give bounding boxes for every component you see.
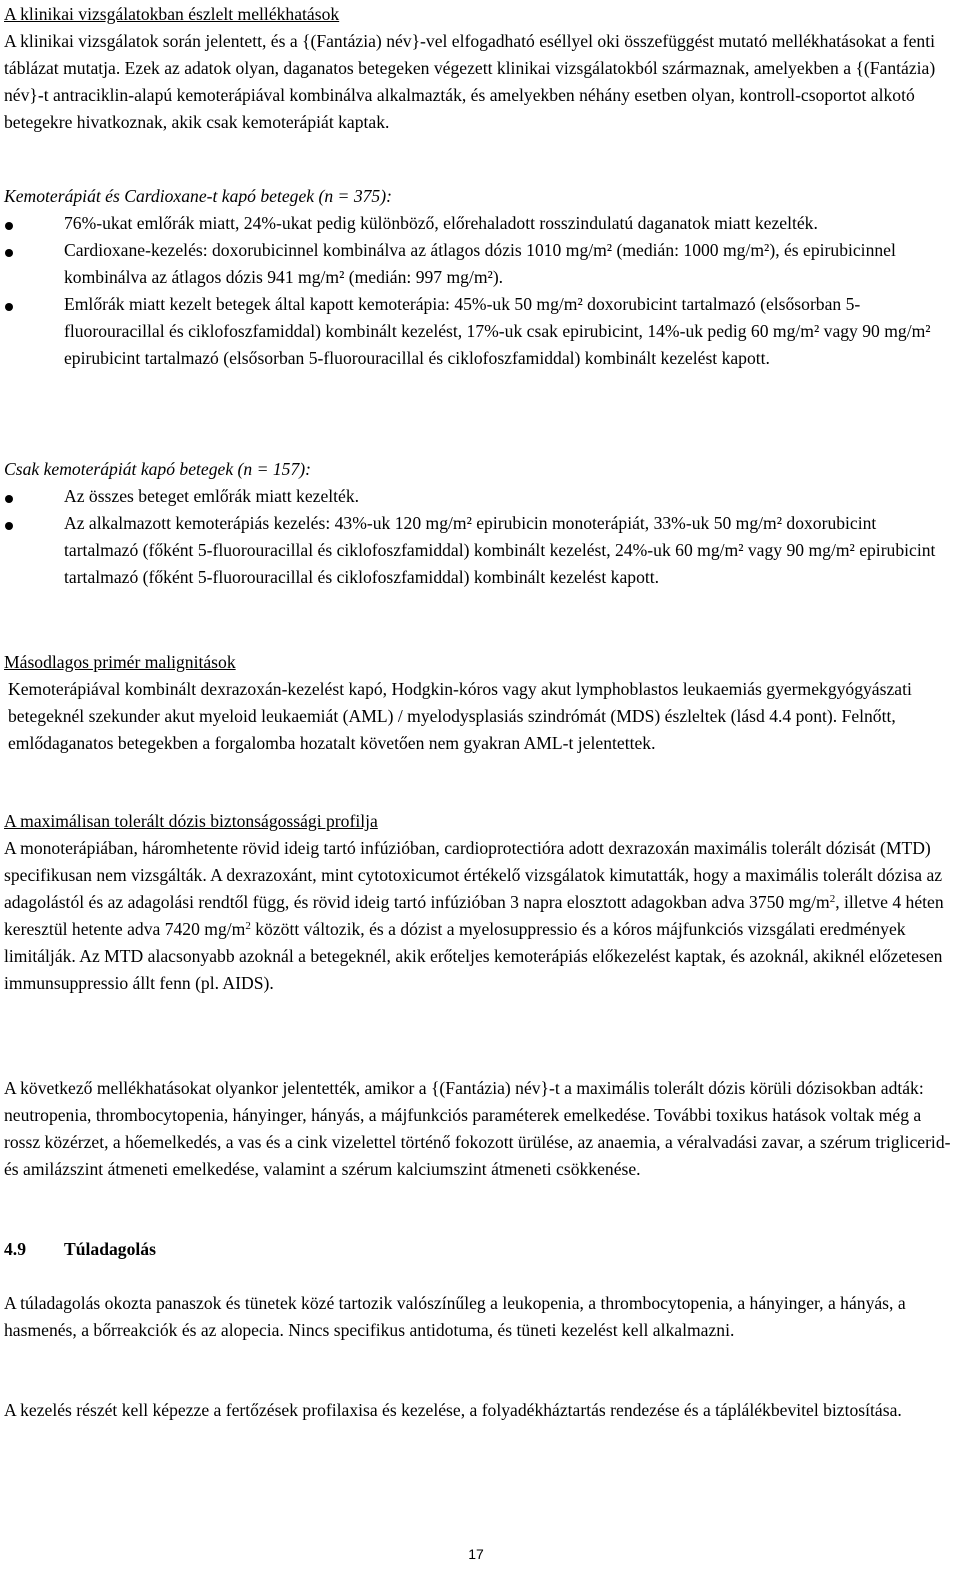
section-number: 4.9 — [4, 1239, 26, 1259]
page-number: 17 — [468, 1546, 484, 1562]
section-mtd-safety-profile — [4, 808, 954, 997]
group-chemo-only — [4, 456, 954, 591]
section-body: A klinikai vizsgálatok során jelentett, és a {(Fantázia) név}-vel elfogadható eséllyel oki összefüggést mutató mellékhatásokat a fenti táblázat mutatja. Ezek az adatok olyan, daganatos betegeken végezett klinikai vizsgálatokból származnak, amelyekben a {(Fantázia) név}-t antraciklin-alapú kemoterápiával kombinálva alkalmazták, és amelyekben néhány esetben olyan, kontroll-csoportot alkotó betegekre hivatkoznak, akik csak kemoterápiát kaptak. — [4, 31, 936, 132]
section-body: Kemoterápiával kombinált dexrazoxán-kezelést kapó, Hodgkin-kóros vagy akut lymphoblastos leukaemiás gyermekgyógyászati betegeknél szekunder akut myeloid leukaemiát (AML) / myelodysplasiás szindrómát (MDS) észleltek (lásd 4.4 pont). Felnőtt, emlődaganatos betegekben a forgalomba hozatalt követően nem gyakran AML-t jelentettek. — [8, 679, 912, 753]
group-heading: Csak kemoterápiát kapó betegek (n = 157): — [4, 459, 311, 479]
section-secondary-malignancies — [4, 649, 954, 757]
bullet-icon — [5, 222, 13, 230]
paragraph-overdose-management: A kezelés részét kell képezze a fertőzések profilaxisa és kezelése, a folyadékháztartás rendezése és a táplálékbevitel biztosítása. — [4, 1400, 902, 1420]
bullet-icon — [5, 303, 13, 311]
paragraph-mtd-adverse-effects: A következő mellékhatásokat olyankor jelentették, amikor a {(Fantázia) név}-t a maximális tolerált dózis körüli dózisokban adták: neutropenia, thrombocytopenia, hányinger, hányás, a májfunkciós paraméterek emelkedése. További toxikus hatások voltak még a rossz közérzet, a hőemelkedés, a vas és a cink vizelettel történő fokozott ürülése, az anaemia, a véralvadási zavar, a szérum triglicerid- és amilázszint átmeneti emelkedése, valamint a szérum kalciumszint átmeneti csökkenése. — [4, 1078, 951, 1179]
list-item: Cardioxane-kezelés: doxorubicinnel kombinálva az átlagos dózis 1010 mg/m² (medián: 1000 mg/m²), és epirubicinnel kombinálva az átlagos dózis 941 mg/m² (medián: 997 mg/m²). — [4, 237, 954, 291]
section-clinical-adverse-effects — [4, 1, 954, 136]
list-item: Az összes beteget emlőrák miatt kezelték. — [4, 483, 954, 510]
section-body: A monoterápiában, háromhetente rövid ideig tartó infúzióban, cardioprotectióra adott dexrazoxán maximális tolerált dózisát (MTD) specifikusan nem vizsgálták. A dexrazoxánt, mint cytotoxicumot értékelő vizsgálatok kimutatták, hogy a maximális tolerált dózisa az adagolástól és az adagolási rendtől függ, és rövid ideig tartó infúzióban 3 napra elosztott adagokban adva 3750 $mg/m^2$, illetve 4 héten keresztül hetente adva 7420 $mg/m^2$ között változik, és a dózist a myelosuppressio és a kóros májfunkciós vizsgálati eredmények limitálják. Az MTD alacsonyabb azoknál a betegeknél, akik erőteljes kemoterápiás előkezelést kaptak, és azoknál, akiknél előzetesen immunsuppressio állt fenn (pl. AIDS). — [4, 838, 944, 993]
section-heading-overdose — [4, 1236, 156, 1263]
list-item: Az alkalmazott kemoterápiás kezelés: 43%-uk 120 mg/m² epirubicin monoterápiát, 33%-uk 50 mg/m² doxorubicint tartalmazó (főként 5-fluorouracillal és ciklofoszfamiddal) kombinált kezelést, 24%-uk 60 mg/m² vagy 90 mg/m² epirubicint tartalmazó (főként 5-fluorouracillal és ciklofoszfamiddal) kombinált kezelést kapott. — [4, 510, 954, 591]
section-title: Túladagolás — [64, 1239, 156, 1259]
bullet-list — [4, 483, 954, 591]
paragraph-overdose-symptoms: A túladagolás okozta panaszok és tünetek közé tartozik valószínűleg a leukopenia, a thrombocytopenia, a hányinger, a hányás, a hasmenés, a bőrreakciók és az alopecia. Nincs specifikus antidotuma, és tüneti kezelést kell alkalmazni. — [4, 1293, 906, 1340]
bullet-icon — [5, 522, 13, 530]
section-title: A klinikai vizsgálatokban észlelt mellékhatások — [4, 4, 340, 24]
section-title: A maximálisan tolerált dózis biztonságossági profilja — [4, 811, 378, 831]
group-chemo-cardioxane — [4, 183, 954, 372]
section-title: Másodlagos primér malignitások — [4, 652, 236, 672]
bullet-icon — [5, 495, 13, 503]
bullet-icon — [5, 249, 13, 257]
bullet-list — [4, 210, 954, 372]
group-heading: Kemoterápiát és Cardioxane-t kapó betegek (n = 375): — [4, 186, 392, 206]
list-item: 76%-ukat emlőrák miatt, 24%-ukat pedig különböző, előrehaladott rosszindulatú daganatok miatt kezelték. — [4, 210, 954, 237]
list-item: Emlőrák miatt kezelt betegek által kapott kemoterápia: 45%-uk 50 mg/m² doxorubicint tartalmazó (elsősorban 5-fluorouracillal és ciklofoszfamiddal) kombinált kezelést, 17%-uk csak epirubicint, 14%-uk pedig 60 mg/m² vagy 90 mg/m² epirubicint tartalmazó (elsősorban 5-fluorouracillal és ciklofoszfamiddal) kombinált kezelést kapott. — [4, 291, 954, 372]
